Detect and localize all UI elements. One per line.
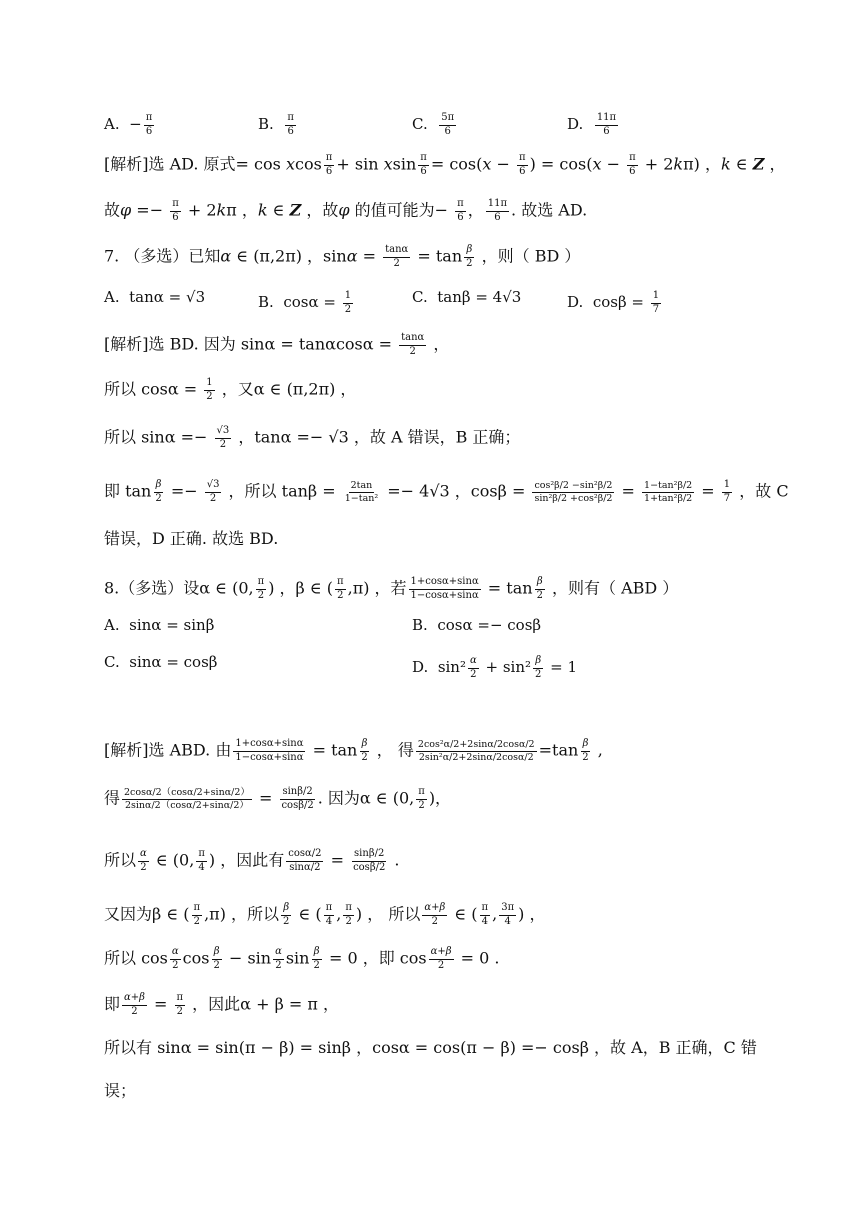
q8-analysis-line7: 所以有 sinα = sin(π − β) = sinβ ，cosα = cos(π − β) =− cosβ ，故 A，B 正确，C 错 — [104, 1038, 757, 1057]
q8-analysis-line6: 即 $\frac{\alpha+\beta}{2}$ = $\frac{\pi}{2}$ ，因此α + β = π ， — [104, 992, 339, 1017]
q8-analysis-line2: 得 $\frac{2\cos\alpha/2(\cos\alpha/2+\sin\alpha/2)}{2\sin\alpha/2(\cos\alpha/2+\sin\alpha/2)}$ = $\frac{\sin\beta/2}{\cos\beta/2}$ . 因为α ∈ (0, $\frac{\pi}{2}$ )， — [104, 786, 452, 811]
q8-option-c: C. sinα = cosβ — [104, 653, 218, 671]
q8-stem: 8.（多选）设α ∈ (0, $\frac{\pi}{2}$ ) ，β ∈ ( $\frac{\pi}{2}$ ,π) ，若 $\frac{1+\cos\alpha+\sin\alpha}{1-\cos\alpha+\sin\alpha}$ = tan $\frac{\beta}{2}$ ，则有（ ABD ） — [104, 576, 679, 601]
q8-analysis-line8: 误； — [104, 1081, 137, 1100]
q7-analysis-line3: 所以 sinα =− $\frac{√3}{2}$ ，tanα =− √3 ，故 A 错误，B 正确； — [104, 425, 521, 450]
q6-analysis-line2: 故φ =− $\frac{\pi}{6}$ + 2kπ ，k ∈ Z ，故φ 的值可能为− $\frac{\pi}{6}$ ， $\frac{11\pi}{6}$ . 故选 AD. — [104, 198, 588, 223]
q7-stem: 7. （多选）已知α ∈ (π,2π) ，sinα = $\frac{\tan\alpha}{2}$ = tan $\frac{\beta}{2}$ ，则（ BD ） — [104, 244, 581, 269]
q7-option-b: B. cosα = $\frac{1}{2}$ — [258, 290, 352, 315]
q7-analysis-line4: 即 tan $\frac{\beta}{2}$ =− $\frac{√3}{2}$ ，所以 tanβ = $\frac{2\tan}{\text{1−tan²}}$ =− 4√3 ，cosβ = $\frac{\text{cos²β/2 −sin²β/2}}{\text{sin²β/2 +cos²β/2}}$ = $\frac{\text{1−tan²β/2}}{\text{1+tan²β/2}}$ = $\frac{1}{7}$ ，故 C — [104, 479, 789, 504]
q7-analysis-line5: 错误，D 正确. 故选 BD. — [104, 529, 279, 548]
q6-option-c: C. $\frac{5\pi}{6}$ — [412, 112, 455, 137]
q6-analysis-line1: [解析]选 AD. 原式= cos xcos $\frac{\pi}{6}$ + sin xsin $\frac{\pi}{6}$ = cos(x − $\frac{\pi}{6}$ ) = cos(x − $\frac{\pi}{6}$ + 2kπ) ，k ∈ Z ， — [104, 152, 786, 177]
q8-option-b: B. cosα =− cosβ — [412, 616, 542, 634]
q7-analysis-line1: [解析]选 BD. 因为 sinα = tanαcosα = $\frac{\tan\alpha}{2}$ ， — [104, 332, 450, 357]
q8-analysis-line1: [解析]选 ABD. 由 $\frac{1+\cos\alpha+\sin\alpha}{1-\cos\alpha+\sin\alpha}$ = tan $\frac{\beta}{2}$ ， 得 $\frac{\text{2cos²α/2+2sinα/2cosα/2}}{\text{2sin²α/2+2sinα/2cosα/2}}$ =tan $\frac{\beta}{2}$ , — [104, 738, 603, 763]
q8-option-d: D. sin² $\frac{\alpha}{2}$ + sin² $\frac{\beta}{2}$ = 1 — [412, 655, 578, 680]
q7-option-d: D. cosβ = $\frac{1}{7}$ — [567, 290, 660, 315]
q6-option-a: A. − $\frac{\pi}{6}$ — [104, 112, 153, 137]
q8-analysis-line5: 所以 cos $\frac{\alpha}{2}$ cos $\frac{\beta}{2}$ − sin $\frac{\alpha}{2}$ sin $\frac{\beta}{2}$ = 0 ，即 cos $\frac{\alpha+\beta}{2}$ = 0 . — [104, 946, 500, 971]
q6-option-b: B. $\frac{\pi}{6}$ — [258, 112, 294, 137]
q6-option-d: D. $\frac{11\pi}{6}$ — [567, 112, 617, 137]
q8-analysis-line4: 又因为β ∈ ( $\frac{\pi}{2}$ ,π) ，所以 $\frac{\beta}{2}$ ∈ ( $\frac{\pi}{4}$ , $\frac{\pi}{2}$ ) ， 所以 $\frac{\alpha+\beta}{2}$ ∈ ( $\frac{\pi}{4}$ , $\frac{3\pi}{4}$ ) ， — [104, 902, 546, 927]
q7-analysis-line2: 所以 cosα = $\frac{1}{2}$ ，又α ∈ (π,2π) ， — [104, 377, 357, 402]
q7-option-c: C. tanβ = 4√3 — [412, 288, 522, 306]
q7-option-a: A. tanα = √3 — [104, 288, 206, 306]
q8-analysis-line3: 所以 $\frac{\alpha}{2}$ ∈ (0, $\frac{\pi}{4}$ ) ，因此有 $\frac{\cos\alpha/2}{\sin\alpha/2}$ = $\frac{\sin\beta/2}{\cos\beta/2}$ . — [104, 848, 400, 873]
q8-option-a: A. sinα = sinβ — [104, 616, 215, 634]
